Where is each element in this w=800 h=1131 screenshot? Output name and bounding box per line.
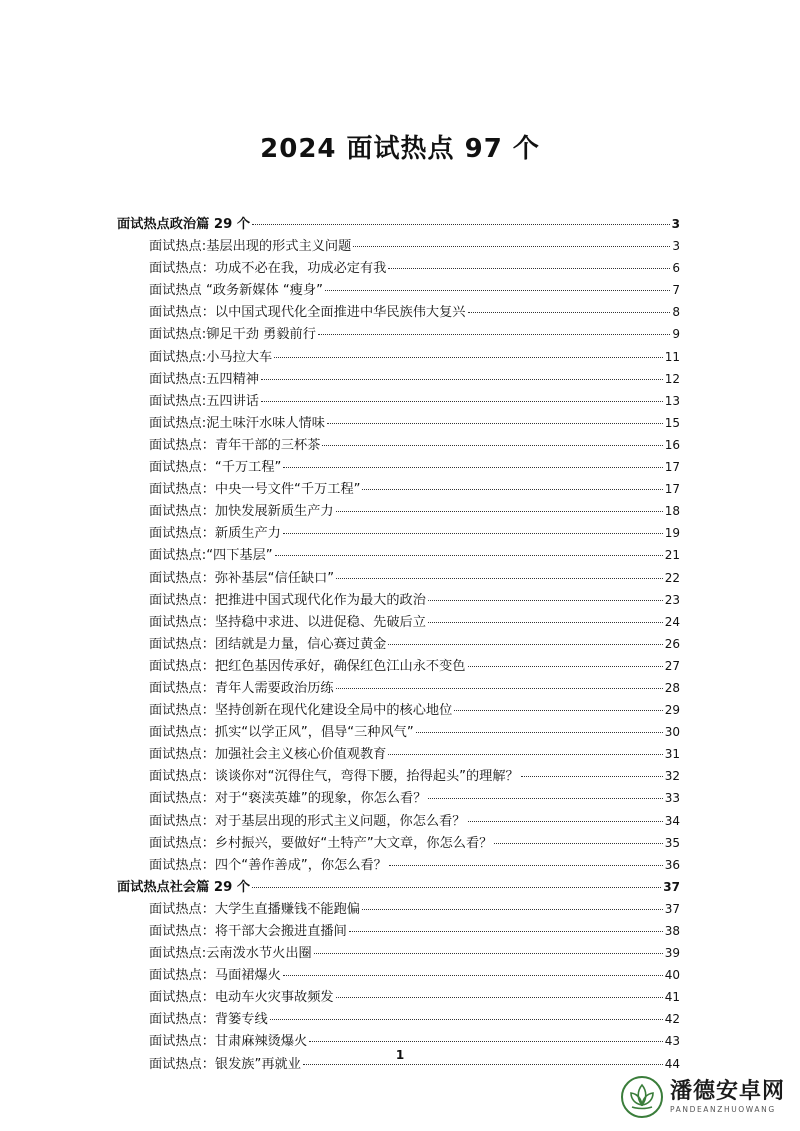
lotus-logo-icon <box>620 1075 664 1119</box>
page-number: 1 <box>395 1048 405 1062</box>
toc-entry-label: 面试热点:泥土味汗水味人情味 <box>149 415 325 431</box>
toc-entry-row[interactable] <box>117 500 680 522</box>
toc-dot-leader <box>261 401 663 402</box>
toc-dot-leader <box>362 909 663 910</box>
toc-dot-leader <box>325 290 670 291</box>
toc-entry-label: 面试热点：甘肃麻辣烫爆火 <box>149 1034 308 1050</box>
toc-entry-row[interactable] <box>117 1008 680 1030</box>
toc-page-number: 38 <box>664 924 680 938</box>
toc-page-number: 23 <box>664 592 680 607</box>
toc-dot-leader <box>388 268 670 269</box>
toc-dot-leader <box>274 357 663 358</box>
toc-page-number: 18 <box>664 504 680 519</box>
toc-page-number: 13 <box>664 393 680 408</box>
toc-page-number: 41 <box>664 990 680 1005</box>
toc-section-row[interactable] <box>117 213 680 235</box>
toc-entry-label: 面试热点：把推进中国式现代化作为最大的政治 <box>149 592 426 608</box>
toc-entry-row[interactable] <box>117 522 680 544</box>
toc-entry-label: 面试热点：银发族”再就业 <box>149 1056 301 1072</box>
toc-page-number: 9 <box>672 327 680 342</box>
toc-dot-leader <box>336 511 663 512</box>
toc-page-number: 42 <box>664 1012 680 1027</box>
toc-entry-label: 面试热点：团结就是力量，信心赛过黄金 <box>149 636 387 652</box>
toc-entry-label: 面试热点：加强社会主义核心价值观教育 <box>149 747 387 763</box>
toc-page-number: 40 <box>664 968 680 983</box>
watermark-subtitle: PANDEANZHUOWANG <box>670 1105 776 1114</box>
toc-dot-leader <box>336 578 663 579</box>
toc-entry-row[interactable] <box>117 301 680 323</box>
toc-dot-leader <box>318 334 670 335</box>
toc-dot-leader <box>454 710 662 711</box>
toc-page-number: 44 <box>664 1056 680 1071</box>
toc-entry-label: 面试热点社会篇 29 个 <box>117 879 251 895</box>
toc-entry-label: 面试热点:云南泼水节火出圈 <box>149 946 312 962</box>
toc-entry-label: 面试热点：青年干部的三杯茶 <box>149 437 321 453</box>
toc-entry-label: 面试热点：青年人需要政治历练 <box>149 680 334 696</box>
toc-page-number: 33 <box>664 791 680 806</box>
toc-entry-label: 面试热点：四个“善作善成”，你怎么看？ <box>149 857 387 873</box>
toc-page-number: 17 <box>664 482 680 497</box>
toc-dot-leader <box>327 423 663 424</box>
toc-page-number: 3 <box>671 217 680 231</box>
toc-entry-label: 面试热点:“四下基层” <box>149 548 273 564</box>
toc-entry-row[interactable] <box>117 920 680 942</box>
toc-entry-row[interactable] <box>117 699 680 721</box>
toc-dot-leader <box>468 666 663 667</box>
toc-entry-row[interactable] <box>117 942 680 964</box>
toc-entry-row[interactable] <box>117 434 680 456</box>
toc-entry-row[interactable] <box>117 611 680 633</box>
toc-entry-row[interactable] <box>117 743 680 765</box>
toc-page-number: 12 <box>664 371 680 386</box>
toc-dot-leader <box>283 533 663 534</box>
toc-page-number: 22 <box>664 570 680 585</box>
toc-entry-row[interactable] <box>117 986 680 1008</box>
toc-entry-row[interactable] <box>117 589 680 611</box>
toc-entry-row[interactable] <box>117 346 680 368</box>
toc-entry-label: 面试热点:基层出现的形式主义问题 <box>149 239 352 255</box>
toc-dot-leader <box>362 489 662 490</box>
toc-page-number: 39 <box>664 946 680 961</box>
toc-page-number: 8 <box>672 305 680 320</box>
toc-entry-row[interactable] <box>117 810 680 832</box>
table-of-contents <box>117 213 680 1075</box>
toc-dot-leader <box>283 975 663 976</box>
toc-dot-leader <box>261 379 663 380</box>
toc-entry-label: 面试热点 “政务新媒体 “瘦身” <box>149 283 323 299</box>
toc-page-number: 37 <box>664 901 680 916</box>
toc-entry-row[interactable] <box>117 390 680 412</box>
toc-entry-label: 面试热点：中央一号文件“千万工程” <box>149 482 361 498</box>
toc-page-number: 11 <box>664 349 680 364</box>
toc-dot-leader <box>468 312 671 313</box>
watermark <box>620 1071 792 1123</box>
toc-entry-row[interactable] <box>117 721 680 743</box>
toc-dot-leader <box>283 467 662 468</box>
watermark-title: 潘德安卓网 <box>670 1079 786 1104</box>
toc-entry-row[interactable] <box>117 655 680 677</box>
toc-dot-leader <box>252 887 661 888</box>
toc-entry-label: 面试热点:铆足干劲 勇毅前行 <box>149 327 316 343</box>
toc-dot-leader <box>303 1064 663 1065</box>
toc-entry-row[interactable] <box>117 787 680 809</box>
toc-entry-row[interactable] <box>117 567 680 589</box>
toc-page-number: 26 <box>664 636 680 651</box>
toc-entry-label: 面试热点：大学生直播赚钱不能跑偏 <box>149 901 360 917</box>
toc-page-number: 36 <box>664 857 680 872</box>
toc-page-number: 43 <box>664 1034 680 1049</box>
toc-entry-label: 面试热点：“千万工程” <box>149 460 282 476</box>
toc-entry-row[interactable] <box>117 412 680 434</box>
toc-page-number: 27 <box>664 658 680 673</box>
toc-dot-leader <box>388 754 662 755</box>
toc-entry-label: 面试热点:五四讲话 <box>149 393 259 409</box>
toc-page-number: 32 <box>664 769 680 784</box>
toc-dot-leader <box>252 224 670 225</box>
toc-entry-row[interactable] <box>117 898 680 920</box>
toc-dot-leader <box>353 246 670 247</box>
toc-dot-leader <box>314 953 663 954</box>
toc-page-number: 28 <box>664 680 680 695</box>
toc-entry-label: 面试热点：新质生产力 <box>149 526 281 542</box>
toc-page-number: 31 <box>664 747 680 762</box>
toc-entry-label: 面试热点：将干部大会搬进直播间 <box>149 924 347 939</box>
toc-entry-row[interactable] <box>117 279 680 301</box>
toc-entry-label: 面试热点：谈谈你对“沉得住气，弯得下腰，抬得起头”的理解？ <box>149 769 519 785</box>
toc-entry-label: 面试热点：对于“亵渎英雄”的现象，你怎么看？ <box>149 791 427 807</box>
toc-entry-label: 面试热点：功成不必在我，功成必定有我 <box>149 261 387 277</box>
toc-page-number: 37 <box>663 879 680 894</box>
toc-page-number: 7 <box>672 283 680 298</box>
toc-entry-label: 面试热点：对于基层出现的形式主义问题，你怎么看？ <box>149 813 466 829</box>
toc-dot-leader <box>336 997 663 998</box>
toc-page-number: 34 <box>664 813 680 828</box>
toc-entry-row[interactable] <box>117 368 680 390</box>
toc-dot-leader <box>416 732 663 733</box>
toc-entry-label: 面试热点：马面裙爆火 <box>149 968 281 984</box>
toc-page-number: 35 <box>664 835 680 850</box>
toc-entry-row[interactable] <box>117 854 680 876</box>
toc-page-number: 24 <box>664 614 680 629</box>
toc-page-number: 3 <box>672 239 680 254</box>
toc-entry-label: 面试热点:小马拉大车 <box>149 349 273 365</box>
toc-entry-label: 面试热点：以中国式现代化全面推进中华民族伟大复兴 <box>149 305 466 321</box>
toc-entry-row[interactable] <box>117 633 680 655</box>
toc-page-number: 29 <box>664 703 680 718</box>
toc-entry-row[interactable] <box>117 544 680 566</box>
toc-entry-label: 面试热点：背篓专线 <box>149 1012 268 1028</box>
toc-dot-leader <box>322 445 662 446</box>
toc-section-row[interactable] <box>117 876 680 898</box>
toc-page-number: 15 <box>664 415 680 430</box>
toc-entry-row[interactable] <box>117 323 680 345</box>
toc-entry-label: 面试热点:五四精神 <box>149 371 259 387</box>
toc-entry-row[interactable] <box>117 478 680 500</box>
toc-dot-leader <box>270 1019 663 1020</box>
toc-dot-leader <box>309 1041 662 1042</box>
toc-dot-leader <box>428 622 663 623</box>
toc-page-number: 21 <box>664 548 680 563</box>
toc-dot-leader <box>349 931 663 932</box>
toc-dot-leader <box>388 644 662 645</box>
toc-entry-label: 面试热点：乡村振兴，要做好“土特产”大文章，你怎么看？ <box>149 835 493 851</box>
toc-dot-leader <box>521 776 663 777</box>
toc-entry-label: 面试热点：加快发展新质生产力 <box>149 504 334 520</box>
toc-entry-label: 面试热点：坚持创新在现代化建设全局中的核心地位 <box>149 703 453 719</box>
toc-page-number: 30 <box>664 725 680 740</box>
toc-page-number: 19 <box>664 526 680 541</box>
toc-entry-row[interactable] <box>117 832 680 854</box>
toc-page-number: 6 <box>672 261 680 276</box>
toc-entry-row[interactable] <box>117 235 680 257</box>
toc-dot-leader <box>468 821 663 822</box>
toc-entry-label: 面试热点：电动车火灾事故频发 <box>149 990 334 1006</box>
toc-entry-row[interactable] <box>117 964 680 986</box>
toc-dot-leader <box>336 688 663 689</box>
toc-entry-label: 面试热点政治篇 29 个 <box>117 217 251 232</box>
toc-entry-label: 面试热点：弥补基层“信任缺口” <box>149 570 335 586</box>
toc-entry-row[interactable] <box>117 456 680 478</box>
toc-page-number: 16 <box>664 437 680 452</box>
toc-entry-row[interactable] <box>117 257 680 279</box>
toc-dot-leader <box>494 843 662 844</box>
toc-dot-leader <box>389 865 663 866</box>
toc-entry-label: 面试热点：坚持稳中求进、以进促稳、先破后立 <box>149 614 426 630</box>
toc-page-number: 17 <box>664 460 680 475</box>
toc-entry-row[interactable] <box>117 765 680 787</box>
toc-entry-label: 面试热点：抓实“以学正风”，倡导“三种风气” <box>149 725 414 741</box>
toc-entry-label: 面试热点：把红色基因传承好，确保红色江山永不变色 <box>149 658 466 674</box>
toc-dot-leader <box>428 798 662 799</box>
toc-entry-row[interactable] <box>117 677 680 699</box>
toc-dot-leader <box>275 555 663 556</box>
toc-dot-leader <box>428 600 663 601</box>
document-title: 2024 面试热点 97 个 <box>260 134 540 164</box>
